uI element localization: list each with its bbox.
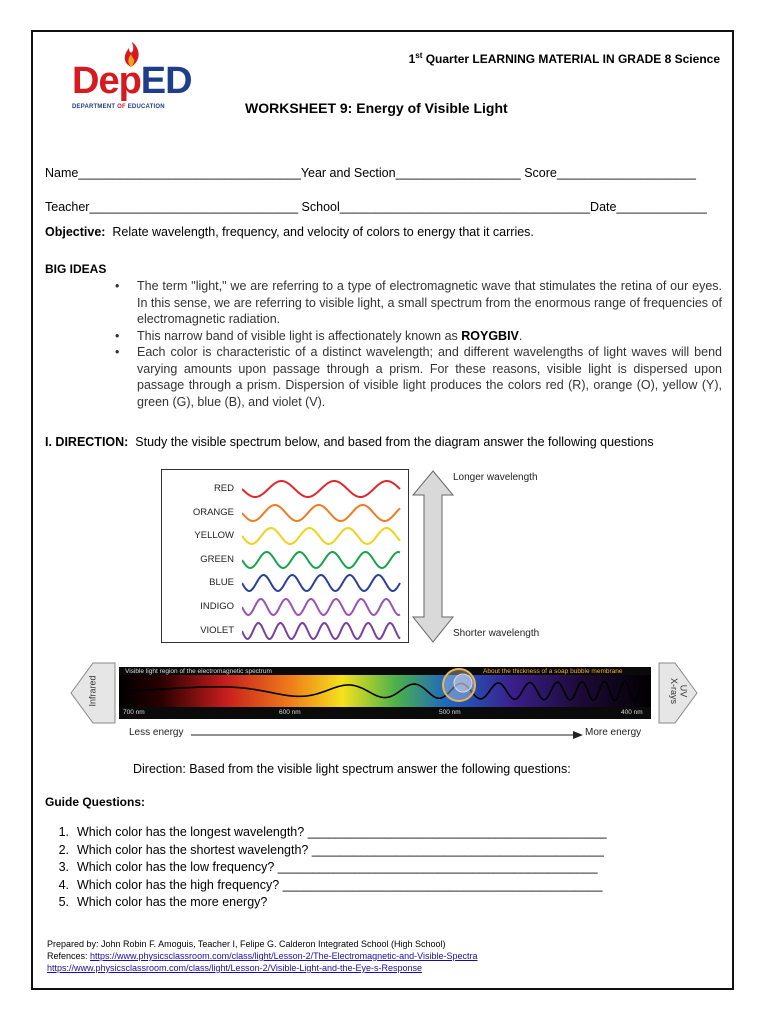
- big-idea-2-end: .: [518, 328, 523, 343]
- longer-wavelength-label: Longer wavelength: [453, 472, 538, 483]
- objective-text: Relate wavelength, frequency, and velocity of colors to energy that it carries.: [112, 225, 534, 239]
- year-label: Year and Section: [300, 166, 396, 180]
- big-idea-1: • The term "light," we are referring to a type of electromagnetic wave that stimulates the retina of our eyes. In this sense, we are referring to visible light, a small spectrum from the enormous range of frequencies of electromagnetic radiation.: [137, 278, 722, 328]
- uv-label: UV: [678, 684, 689, 698]
- name-field[interactable]: ________________________________: [78, 166, 301, 180]
- shorter-wavelength-label: Shorter wavelength: [453, 628, 540, 639]
- references-line: [47, 950, 478, 962]
- date-label: Date: [590, 200, 617, 214]
- question-2: [47, 842, 607, 858]
- logo-sub-left: DEPARTMENT: [72, 104, 116, 110]
- quarter-number: 1: [408, 52, 416, 66]
- reference-line-2: [47, 962, 478, 974]
- color-label-red: RED: [213, 483, 234, 494]
- question-text[interactable]: Which color has the high frequency? ______________________________________________: [77, 877, 603, 892]
- wave-blue: [242, 572, 402, 594]
- bubble-caption: About the thickness of a soap bubble membrane: [483, 668, 623, 675]
- wavelength-arrow-icon: [411, 469, 455, 644]
- question-3: [47, 859, 607, 875]
- quarter-sup: st: [415, 51, 423, 60]
- tick-500: 500 nm: [439, 709, 461, 716]
- question-4: [47, 877, 607, 893]
- year-field[interactable]: __________________: [395, 166, 521, 180]
- quarter-header: [409, 48, 720, 67]
- date-field[interactable]: _____________: [616, 200, 707, 214]
- color-label-indigo: INDIGO: [200, 601, 234, 612]
- direction-line: [45, 435, 654, 450]
- question-number: 3.: [58, 860, 69, 874]
- logo-ed-text: ED: [140, 60, 192, 102]
- energy-arrow-icon: [191, 730, 583, 740]
- spectrum-bar: [119, 667, 651, 719]
- score-label: Score: [524, 166, 557, 180]
- teacher-label: Teacher: [45, 200, 90, 214]
- color-label-yellow: YELLOW: [194, 530, 234, 542]
- direction-2: Direction: Based from the visible light spectrum answer the following questions:: [133, 762, 571, 776]
- footer: [47, 938, 478, 974]
- question-number: 4.: [58, 877, 69, 892]
- question-number: 1.: [58, 825, 69, 839]
- logo-sub-of: OF: [117, 104, 126, 110]
- wave-diagram: [161, 469, 409, 643]
- infrared-label: Infrared: [87, 675, 98, 707]
- wave-violet: [242, 620, 402, 642]
- color-label-violet: VIOLET: [200, 624, 234, 636]
- less-energy-label: Less energy: [129, 727, 184, 738]
- school-label: School: [301, 200, 340, 214]
- form-row-1: [45, 166, 696, 181]
- tick-700: 700 nm: [123, 709, 145, 716]
- prepared-by: Prepared by: John Robin F. Amoguis, Teacher I, Felipe G. Calderon Integrated School (High School): [47, 939, 446, 949]
- question-number: 5.: [58, 895, 69, 909]
- reference-link-2[interactable]: https://www.physicsclassroom.com/class/light/Lesson-2/Visible-Light-and-the-Eye-s-Response: [47, 963, 422, 973]
- logo-dep-text: Dep: [72, 60, 141, 102]
- name-label: Name: [45, 166, 79, 180]
- xrays-label: X-rays: [669, 677, 680, 705]
- deped-logo: [70, 42, 210, 112]
- big-ideas-heading: BIG IDEAS: [45, 262, 107, 276]
- score-field[interactable]: ____________________: [556, 166, 696, 180]
- wave-orange: [242, 502, 402, 524]
- quarter-text: Quarter LEARNING MATERIAL IN GRADE 8 Science: [425, 52, 720, 66]
- logo-sub-right: EDUCATION: [127, 104, 165, 110]
- question-text[interactable]: Which color has the longest wavelength? ___________________________________________: [77, 825, 607, 839]
- color-label-green: GREEN: [200, 553, 234, 565]
- question-5: [47, 894, 607, 910]
- question-number: 2.: [58, 842, 69, 857]
- big-ideas-list: [137, 278, 722, 410]
- question-text[interactable]: Which color has the low frequency? ______________________________________________: [77, 860, 598, 874]
- school-field[interactable]: ____________________________________: [339, 200, 591, 214]
- color-label-blue: BLUE: [209, 577, 234, 589]
- direction-label: I. DIRECTION:: [45, 435, 129, 449]
- references-label: Refences:: [47, 951, 91, 961]
- big-idea-3: • Each color is characteristic of a distinct wavelength; and different wavelengths of light waves will bend varying amounts upon passage through a prism. For these reasons, visible light is dispersed upon passage through a prism. Dispersion of visible light produces the colors red (R), orange (O), yellow (Y), green (G), blue (B), and violet (V).: [137, 344, 722, 410]
- roygbiv-text: ROYGBIV: [461, 328, 519, 343]
- tick-600: 600 nm: [279, 709, 301, 716]
- direction-text: Study the visible spectrum below, and based from the diagram answer the following questions: [135, 435, 654, 449]
- worksheet-page: [31, 30, 734, 990]
- objective: [45, 225, 534, 240]
- guide-questions: [47, 824, 607, 910]
- teacher-field[interactable]: ______________________________: [89, 200, 299, 214]
- wave-red: [242, 478, 402, 500]
- big-idea-2-text: This narrow band of visible light is affectionately known as: [137, 328, 462, 343]
- form-row-2: [45, 200, 707, 215]
- objective-label: Objective:: [45, 225, 106, 239]
- spectrum-caption: Visible light region of the electromagnetic spectrum: [125, 668, 272, 675]
- question-1: [47, 824, 607, 840]
- tick-400: 400 nm: [621, 709, 643, 716]
- reference-link-1[interactable]: https://www.physicsclassroom.com/class/light/Lesson-2/The-Electromagnetic-and-Visible-Spectra: [90, 951, 478, 961]
- wave-yellow: [242, 525, 402, 547]
- wave-indigo: [242, 596, 402, 618]
- spectrum-section: [69, 660, 699, 750]
- worksheet-title: WORKSHEET 9: Energy of Visible Light: [245, 100, 508, 116]
- wave-green: [242, 549, 402, 571]
- color-label-orange: ORANGE: [192, 506, 234, 518]
- guide-heading: Guide Questions:: [45, 795, 146, 809]
- question-text[interactable]: Which color has the more energy?: [77, 895, 268, 909]
- big-idea-2: [137, 328, 722, 345]
- question-text[interactable]: Which color has the shortest wavelength? __________________________________________: [77, 842, 604, 857]
- more-energy-label: More energy: [585, 727, 642, 738]
